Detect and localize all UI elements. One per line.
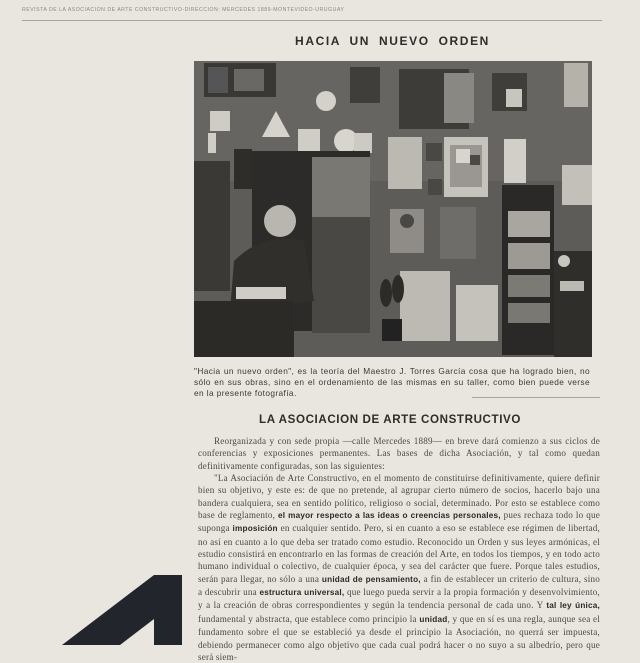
caption-rule xyxy=(472,397,600,398)
text-run: , y que en sí es una regla, aunque sea el fundamento sobre el que se estableció ya desde el principio la Asociación, no querrá ser impuesta, debiendo permanecer como algo objetivo que cada cual podrá hacer o no suyo a su albedrío, pero que será siem- xyxy=(198,613,601,662)
text-run: en cualquier sentido. Pero, si en cuanto a eso se establece ese régimen de libertad, no así en cuanto a lo que deba ser tratado como estudio. Reconocido un Orden y sus leyes armónicas, el estudio consistirá en encontrarlo en las formas de creación del Arte, en todos los tiempos, y en todo acto humano individual o colectivo, de cualquier época, y sea del carácter que fuere. Porque tales estudios, serán para llegar, no sólo a una xyxy=(198,523,601,584)
article-title: HACIA UN NUEVO ORDEN xyxy=(295,34,490,48)
large-page-numeral xyxy=(62,575,182,645)
text-run: fundamental y abstracta, que establece como principio la xyxy=(198,613,420,624)
emphasis: tal ley única, xyxy=(546,601,601,611)
numeral-four-glyph xyxy=(62,575,182,645)
text-run: pues rechaza todo lo que suponga xyxy=(198,510,600,534)
photo-illustration xyxy=(194,61,592,357)
photo-caption: "Hacia un nuevo orden", es la teoría del Maestro J. Torres García cosa que ha logrado bien, no sólo en sus obras, sino en el ordenamiento de las mismas en su taller, como bien puede verse en la presente fotografía. xyxy=(194,366,590,398)
text-run: a fin de establecer un criterio de cultura, sino a descubrir una xyxy=(198,573,600,598)
emphasis: unidad xyxy=(419,614,448,624)
header-rule xyxy=(22,20,602,21)
emphasis: el mayor respecto a las ideas o creencias personales, xyxy=(277,511,501,521)
paragraph-1: Reorganizada y con sede propia —calle Mercedes 1889— en breve dará comienzo a sus ciclos de conferencias y exposiciones permanentes. Las bases de dicha Asociación, y tal como quedan definitivamente configuradas, son las siguientes: xyxy=(198,436,600,471)
studio-photograph xyxy=(194,61,592,357)
section-title: LA ASOCIACION DE ARTE CONSTRUCTIVO xyxy=(259,413,521,426)
emphasis: unidad de pensamiento, xyxy=(321,574,421,584)
paragraph-2 xyxy=(198,472,600,663)
emphasis: imposición xyxy=(232,524,278,534)
text-run: "La Asociación de Arte Constructivo, en el momento de constituirse definitivamente, quiere definir bien su objetivo, y este es: de que no pretende, al agrupar cierto número de socios, hacerlo bajo una bandera cualquiera, sea en sentido político, religioso o social, determinado. Por esto se establece como base de reglamento, xyxy=(198,473,600,521)
section-body xyxy=(198,435,600,663)
text-run: que luego pueda servir a la propia formación y desenvolvimiento, y a la creación de obras correspondientes y según la tendencia personal de cada uno. Y xyxy=(198,587,600,611)
running-head: REVISTA DE LA ASOCIACION DE ARTE CONSTRUCTIVO-DIRECCION: MERCEDES 1889-MONTEVIDEO-URUGUAY xyxy=(22,7,345,13)
emphasis: estructura universal, xyxy=(259,588,345,598)
